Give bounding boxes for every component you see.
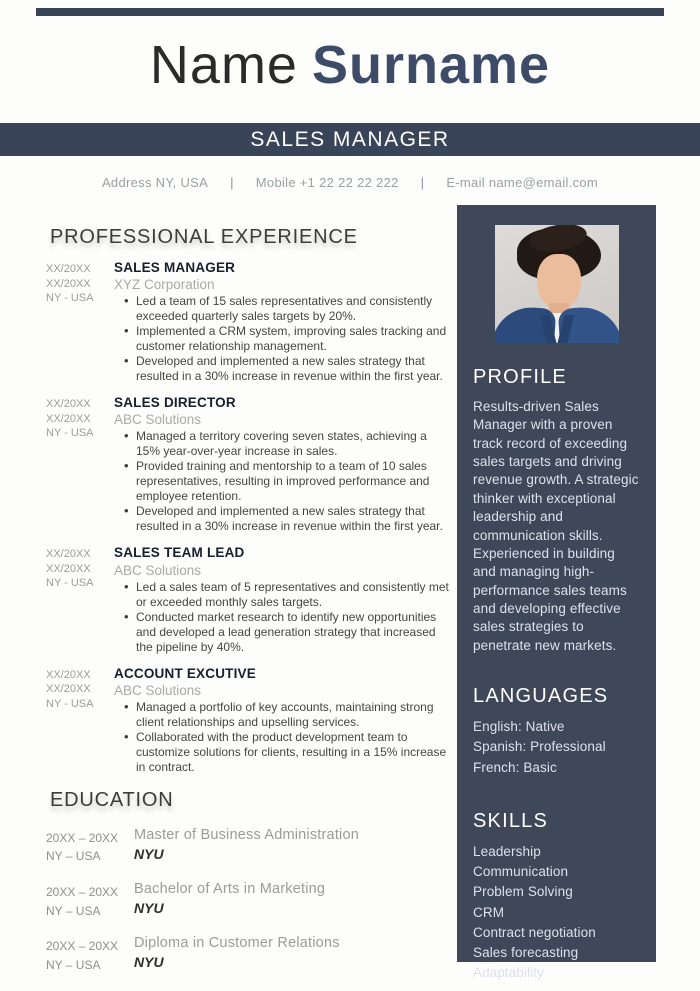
top-accent-bar	[36, 8, 664, 16]
job-date-line: XX/20XX	[46, 562, 91, 575]
education-list	[46, 827, 450, 975]
education-date-line: 20XX – 20XX	[46, 939, 119, 954]
skill-item: Sales forecasting	[473, 945, 579, 961]
contact-separator: |	[230, 175, 234, 190]
contact-address: Address NY, USA	[101, 175, 209, 190]
job-bullet: • Managed a portfolio of key accounts, maintaining strong client relationships and upselling services.	[124, 700, 450, 730]
job-dates	[46, 666, 110, 775]
education-school: NYU	[134, 845, 164, 862]
skills-list	[473, 842, 640, 984]
skill-item: Contract negotiation	[473, 924, 596, 940]
job-bullet: • Managed a territory covering seven states, achieving a 15% year-over-year increase in sales.	[124, 429, 450, 459]
skill-item: CRM	[473, 904, 505, 920]
language-item: English: Native	[473, 719, 565, 735]
job-bullet: • Developed and implemented a new sales strategy that resulted in a 30% increase in revenue within the first year.	[124, 354, 450, 384]
education-school: NYU	[134, 900, 164, 917]
experience-item	[46, 260, 450, 384]
job-date-line: NY - USA	[46, 577, 94, 590]
contact-email: E-mail name@email.com	[446, 175, 599, 190]
main-column	[46, 226, 450, 974]
job-dates	[46, 545, 110, 654]
last-name: Surname	[311, 35, 551, 95]
job-date-line: XX/20XX	[46, 668, 91, 681]
education-item	[46, 827, 450, 866]
job-date-line: XX/20XX	[46, 263, 91, 275]
job-bullet-list	[114, 294, 450, 384]
languages-list	[473, 717, 640, 778]
job-body	[110, 395, 450, 534]
job-body	[110, 545, 450, 654]
job-body	[110, 666, 450, 775]
education-degree: Diploma in Customer Relations	[134, 935, 340, 952]
experience-heading: PROFESSIONAL EXPERIENCE	[50, 226, 358, 248]
profile-heading: PROFILE	[473, 366, 567, 388]
education-date-line: NY – USA	[46, 957, 101, 972]
education-date-line: 20XX – 20XX	[46, 830, 119, 845]
languages-heading: LANGUAGES	[473, 685, 609, 708]
education-body	[132, 935, 450, 974]
contact-row	[0, 175, 700, 190]
job-title-band	[0, 123, 700, 156]
job-date-line: NY - USA	[46, 427, 94, 440]
name-heading	[0, 34, 700, 96]
job-dates	[46, 395, 110, 534]
first-name: Name	[149, 35, 298, 95]
skill-item: Problem Solving	[473, 884, 573, 900]
job-bullet: • Conducted market research to identify new opportunities and developed a lead generation strategy that increased the pipeline by 40%.	[124, 610, 450, 655]
job-date-line: XX/20XX	[46, 277, 91, 290]
job-date-line: XX/20XX	[46, 398, 91, 411]
job-position-title: SALES DIRECTOR	[114, 395, 236, 411]
job-bullet-list	[114, 700, 450, 775]
job-bullet-list	[114, 580, 450, 655]
job-title-text: SALES MANAGER	[250, 128, 450, 151]
photo-face	[537, 254, 581, 309]
job-company: XYZ Corporation	[114, 277, 215, 293]
job-company: ABC Solutions	[114, 562, 202, 578]
skill-item: Adaptability	[473, 965, 544, 981]
skill-item: Communication	[473, 864, 569, 880]
education-degree: Bachelor of Arts in Marketing	[134, 881, 326, 898]
job-position-title: ACCOUNT EXCUTIVE	[114, 665, 256, 681]
job-bullet: • Collaborated with the product development team to customize solutions for clients, resulting in a 15% increase in contract.	[124, 730, 450, 775]
education-date-line: NY – USA	[46, 903, 101, 918]
language-item: Spanish: Professional	[473, 739, 606, 755]
job-company: ABC Solutions	[114, 412, 202, 428]
experience-item	[46, 666, 450, 775]
education-degree: Master of Business Administration	[134, 826, 359, 843]
education-dates	[46, 827, 132, 866]
education-date-line: 20XX – 20XX	[46, 885, 119, 900]
job-date-line: NY - USA	[46, 292, 94, 305]
education-school: NYU	[134, 954, 164, 971]
job-bullet-list	[114, 429, 450, 534]
contact-mobile: Mobile +1 22 22 22 222	[255, 175, 399, 190]
experience-item	[46, 395, 450, 534]
language-item: French: Basic	[473, 759, 557, 775]
skill-item: Leadership	[473, 843, 541, 859]
job-position-title: SALES TEAM LEAD	[114, 545, 245, 561]
skills-heading: SKILLS	[473, 809, 549, 832]
job-date-line: XX/20XX	[46, 683, 91, 696]
job-bullet: • Developed and implemented a new sales strategy that resulted in a 30% increase in revenue within the first year.	[124, 504, 450, 534]
sidebar	[457, 205, 656, 981]
education-date-line: NY – USA	[46, 849, 101, 864]
job-bullet: • Led a team of 15 sales representatives and consistently exceeded quarterly sales targets by 20%.	[124, 294, 450, 324]
experience-list	[46, 260, 450, 775]
job-bullet: • Provided training and mentorship to a team of 10 sales representatives, resulting in improved performance and employee retention.	[124, 459, 450, 504]
education-heading: EDUCATION	[50, 788, 174, 811]
education-body	[132, 827, 450, 866]
education-dates	[46, 881, 132, 920]
education-item	[46, 881, 450, 920]
profile-text: Results-driven Sales Manager with a proven track record of exceeding sales targets and driving revenue growth. A strategic thinker with exceptional leadership and communication skills. Experienced in building and managing high-performance sales teams and developing effective sales strategies to penetrate new markets.	[473, 399, 639, 653]
job-bullet: • Implemented a CRM system, improving sales tracking and customer relationship management.	[124, 324, 450, 354]
education-body	[132, 881, 450, 920]
job-bullet: • Led a sales team of 5 representatives and consistently met or exceeded monthly sales targets.	[124, 580, 450, 610]
profile-photo	[495, 225, 619, 343]
job-company: ABC Solutions	[114, 682, 202, 698]
job-date-line: XX/20XX	[46, 412, 91, 425]
job-body	[110, 260, 450, 384]
job-date-line: NY - USA	[46, 697, 94, 710]
education-item	[46, 935, 450, 974]
job-dates	[46, 260, 110, 384]
job-position-title: SALES MANAGER	[114, 260, 236, 275]
contact-separator: |	[420, 175, 425, 190]
experience-item	[46, 545, 450, 654]
job-date-line: XX/20XX	[46, 548, 91, 561]
education-dates	[46, 935, 132, 974]
